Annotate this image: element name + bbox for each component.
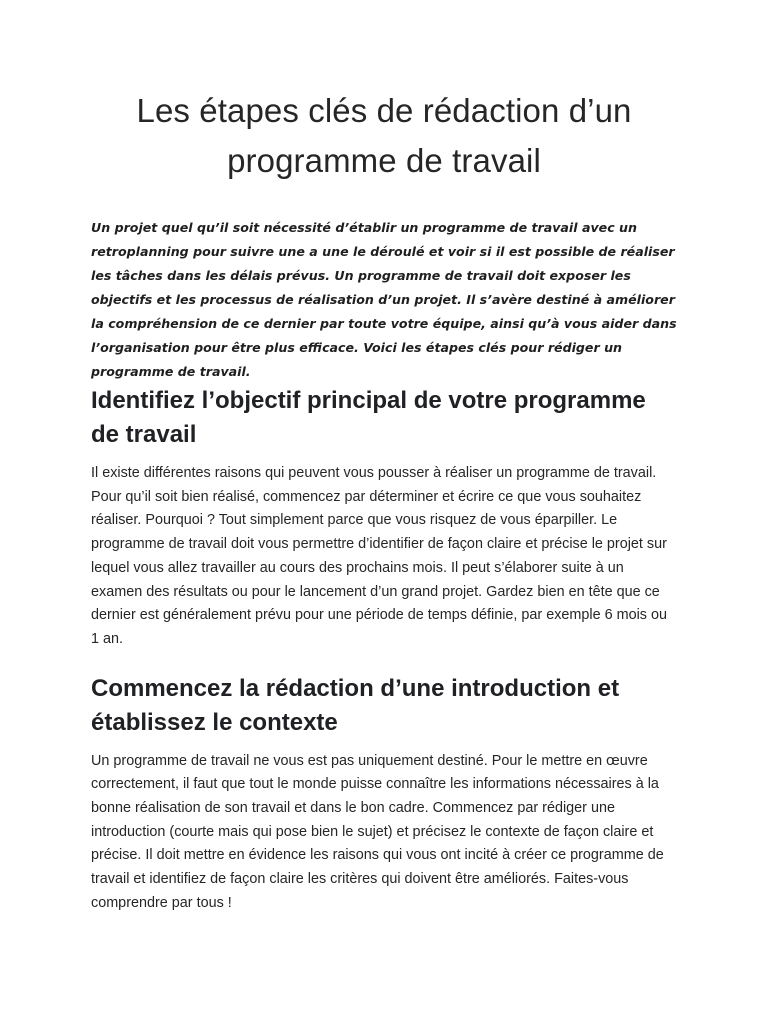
section-heading-introduction: Commencez la rédaction d’une introduction et établissez le contexte: [91, 674, 620, 736]
section-body-introduction: Un programme de travail ne vous est pas uniquement destiné. Pour le mettre en œuvre correctement, il faut que tout le monde puisse connaître les informations nécessaires à la bonne réalisation de son travail et dans le bon cadre. Commencez par rédiger une introduction (courte mais qui pose bien le sujet) et précisez le contexte de façon claire et précise. Il doit mettre en évidence les raisons qui vous ont incité à créer ce programme de travail et identifiez de façon claire les critères qui doivent être améliorés. Faites-vous comprendre par tous !: [91, 752, 664, 911]
section-body-objective: Il existe différentes raisons qui peuvent vous pousser à réaliser un programme de travail. Pour qu’il soit bien réalisé, commencez par déterminer et écrire ce que vous souhaitez réaliser. Pourquoi ? Tout simplement parce que vous risquez de vous éparpiller. Le programme de travail doit vous permettre d’identifier de façon claire et précise le projet sur lequel vous allez travailler au cours des prochains mois. Il peut s’élaborer suite à un examen des résultats ou pour le lancement d’un grand projet. Gardez bien en tête que ce dernier est généralement prévu pour une période de temps définie, par exemple 6 mois ou 1 an.: [91, 465, 667, 647]
section-heading-objective: Identifiez l’objectif principal de votre programme de travail: [91, 387, 646, 448]
document-title: Les étapes clés de rédaction d’un programme de travail: [136, 92, 632, 179]
document-page: [91, 86, 677, 916]
intro-paragraph: Un projet quel qu’il soit nécessité d’établir un programme de travail avec un retroplanning pour suivre une a une le déroulé et voir si il est possible de réaliser les tâches dans les délais prévus. Un programme de travail doit exposer les objectifs et les processus de réalisation d’un projet. Il s’avère destiné à améliorer la compréhension de ce dernier par toute votre équipe, ainsi qu’à vous aider dans l’organisation pour être plus efficace. Voici les étapes clés pour rédiger un programme de travail.: [91, 220, 677, 379]
